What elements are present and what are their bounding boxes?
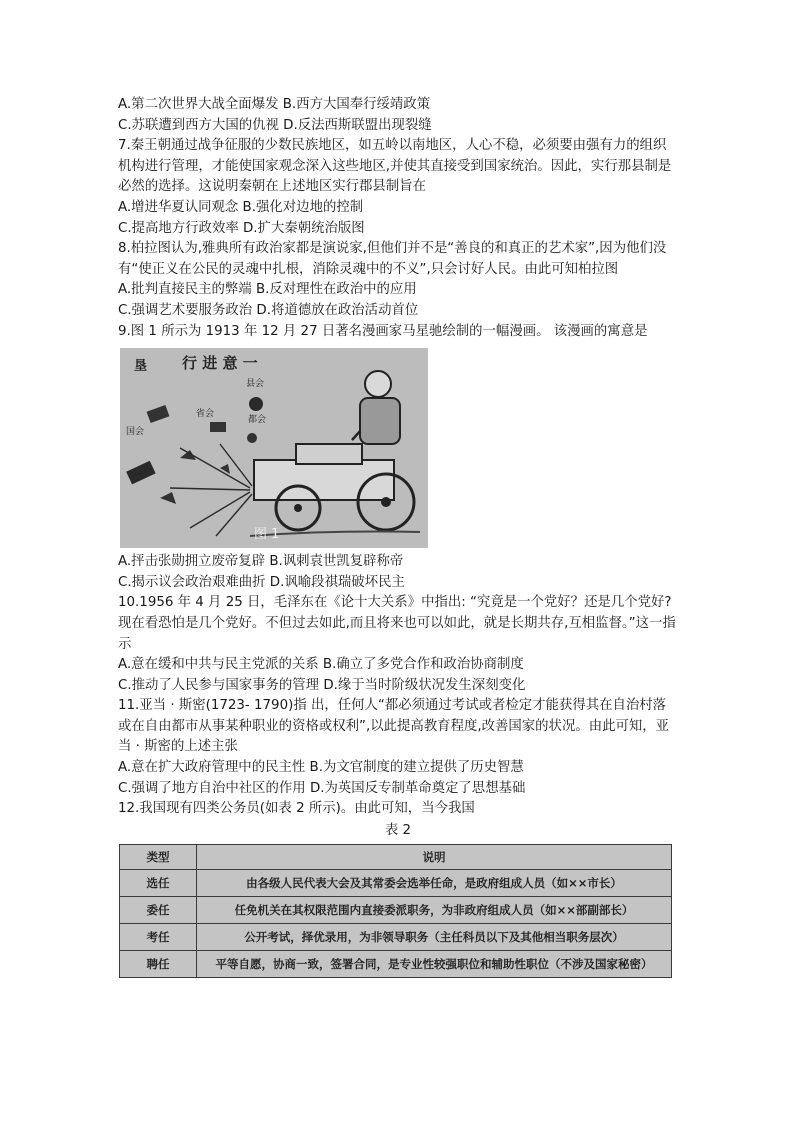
q7-options-cd: C.提高地方行政效率 D.扩大秦朝统治版图 (118, 220, 365, 236)
svg-text:垦: 垦 (134, 359, 148, 375)
label-xianhui: 县会 (246, 379, 265, 390)
exam-content (118, 95, 678, 978)
q8-options-ab: A.批判直接民主的弊端 B.反对理性在政治中的应用 (118, 282, 417, 298)
q9-options-cd: C.揭示议会政治艰难曲折 D.讽喻段祺瑞破坏民主 (118, 574, 405, 590)
row-description: 由各级人民代表大会及其常委会选举任命，是政府组成人员（如××市长） (197, 869, 672, 896)
q8-stem: 8.柏拉图认为,雅典所有政治家都是演说家,但他们并不是“善良的和真正的艺术家”,因为他们没有“使正义在公民的灵魂中扎根，消除灵魂中的不义”,只会讨好人民。由此可知柏拉图 (118, 241, 667, 277)
civil-servant-table (119, 844, 672, 978)
row-type: 考任 (120, 923, 197, 950)
label-guohui: 国会 (126, 427, 145, 438)
q10-options-cd: C.推动了人民参与国家事务的管理 D.缘于当时阶级状况发生深刻变化 (118, 677, 526, 693)
q7-stem: 7.秦王朝通过战争征服的少数民族地区，如五岭以南地区，人心不稳，必须要由强有力的组织机构进行管理，才能使国家观念深入这些地区,并使其直接受到国家统治。因此，实行那县制是必然的选择。这说明秦朝在上述地区实行郡县制旨在 (118, 138, 672, 195)
header-type: 类型 (120, 844, 197, 869)
table-row (120, 896, 672, 923)
q12-stem: 12.我国现有四类公务员(如表 2 所示)。由此可知，当今我国 (118, 801, 475, 817)
row-description: 任免机关在其权限范围内直接委派职务，为非政府组成人员（如××部副部长） (197, 896, 672, 923)
cartoon-figure (120, 348, 428, 548)
row-type: 选任 (120, 869, 197, 896)
cartoon-title: 行 进 意 一 (182, 354, 258, 373)
row-description: 平等自愿，协商一致，签署合同，是专业性较强职位和辅助性职位（不涉及国家秘密） (197, 950, 672, 977)
label-duhui: 都会 (248, 415, 267, 426)
q11-options-cd: C.强调了地方自治中社区的作用 D.为英国反专制革命奠定了思想基础 (118, 780, 526, 796)
table-row (120, 950, 672, 977)
row-type: 聘任 (120, 950, 197, 977)
q9-options-ab: A.抨击张勋拥立废帝复辟 B.讽刺袁世凯复辟称帝 (118, 554, 404, 570)
table-title: 表 2 (384, 822, 412, 838)
q10-options-ab: A.意在缓和中共与民主党派的关系 B.确立了多党合作和政治协商制度 (118, 657, 524, 673)
cartoon-illustration (120, 348, 428, 548)
table-row (120, 923, 672, 950)
header-description: 说明 (197, 844, 672, 869)
q11-stem: 11.亚当 · 斯密(1723- 1790)指 出，任何人“都必须通过考试或者检定才能获得其在自治村落或在自由都市从事某种职业的资格或权利”,以此提高教育程度,改善国家的状况。由此可知，亚当 · 斯密的上述主张 (118, 698, 670, 755)
q9-stem: 9.图 1 所示为 1913 年 12 月 27 日著名漫画家马星驰绘制的一幅漫画。 该漫画的寓意是 (118, 323, 648, 339)
figure-caption: 图 1 (254, 527, 280, 543)
table-row (120, 869, 672, 896)
q10-stem: 10.1956 年 4 月 25 日，毛泽东在《论十大关系》中指出: “究竟是一个党好？还是几个党好?现在看恐怕是几个党好。不但过去如此,而且将来也可以如此，就是长期共存,互相监督。”这一指示 (118, 595, 676, 652)
q6-options-cd: C.苏联遭到西方大国的仇视 D.反法西斯联盟出现裂缝 (118, 117, 432, 133)
q11-options-ab: A.意在扩大政府管理中的民主性 B.为文官制度的建立提供了历史智慧 (118, 760, 524, 776)
row-type: 委任 (120, 896, 197, 923)
q7-options-ab: A.增进华夏认同观念 B.强化对边地的控制 (118, 199, 364, 215)
q6-options-ab: A.第二次世界大战全面爆发 B.西方大国奉行绥靖政策 (118, 97, 431, 112)
row-description: 公开考试，择优录用，为非领导职务（主任科员以下及其他相当职务层次） (197, 923, 672, 950)
q8-options-cd: C.强调艺术要服务政治 D.将道德放在政治活动首位 (118, 302, 419, 318)
label-shenghui: 省会 (196, 409, 215, 420)
table-header-row (120, 844, 672, 869)
